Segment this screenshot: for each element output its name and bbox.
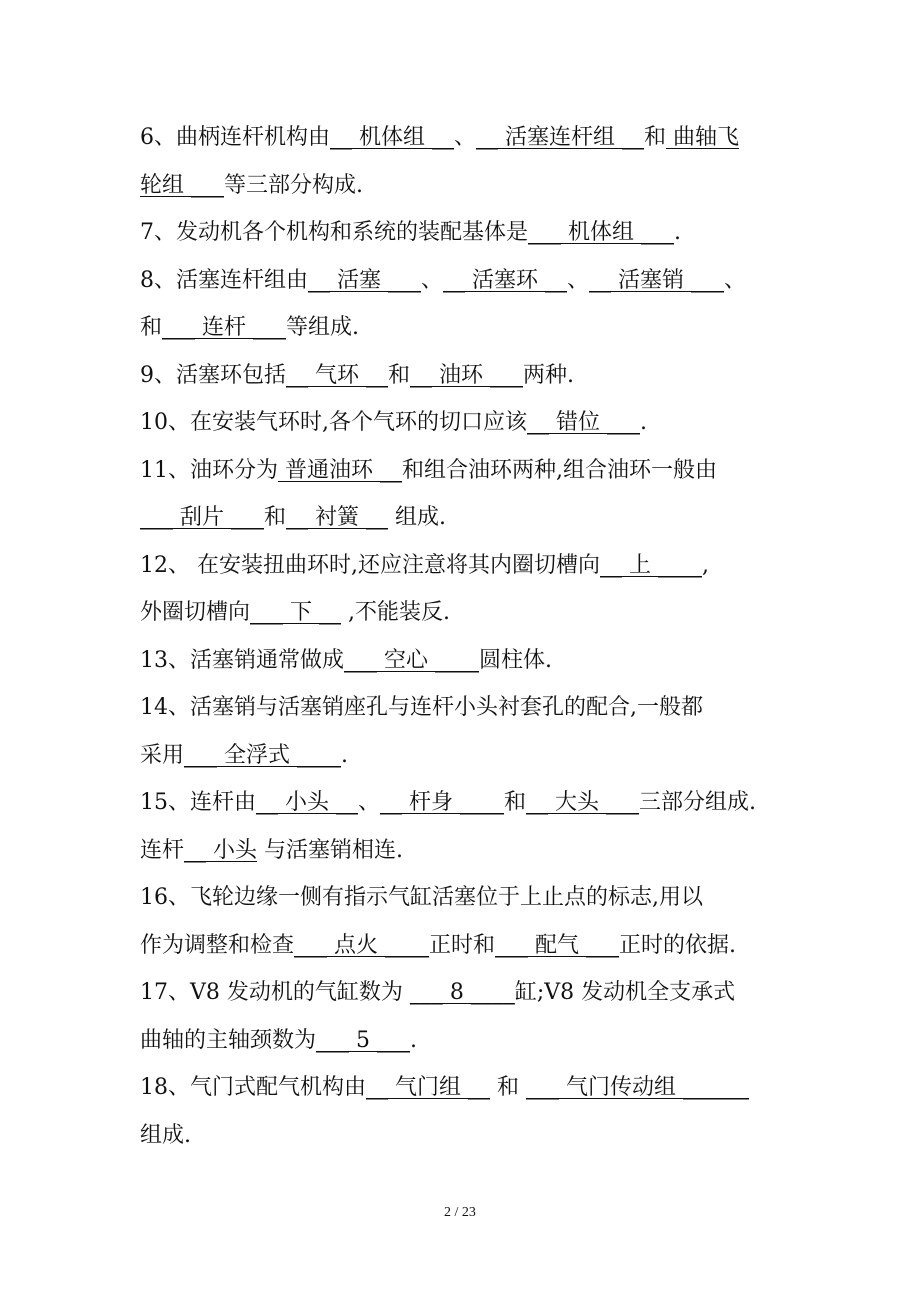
- answer-blank: ___ 8 ____: [409, 980, 515, 1005]
- question-text: 15、连杆由: [140, 790, 256, 815]
- question-text: ,不能装反.: [341, 600, 450, 625]
- text-line: [140, 213, 790, 261]
- text-line: [140, 641, 790, 689]
- text-line: [140, 403, 790, 451]
- question-text: 、: [421, 267, 444, 293]
- answer-blank: __ 小头: [184, 837, 258, 863]
- question-list: [140, 118, 790, 1163]
- answer-blank: __ 活塞环 __: [443, 267, 568, 293]
- answer-blank: __ 错位 ___: [527, 410, 640, 435]
- question-text: 和: [140, 315, 163, 340]
- text-line: [140, 1116, 790, 1164]
- answer-blank: __ 气环 __: [286, 362, 388, 388]
- answer-blank: __ 大头 ___: [526, 790, 640, 815]
- answer-blank: __ 油环 ___: [410, 362, 524, 388]
- text-line: [140, 973, 790, 1021]
- question-text: 正时的依据.: [619, 932, 737, 958]
- question-text: 13、活塞销通常做成: [140, 647, 344, 673]
- question-text: ,: [701, 552, 709, 578]
- text-line: [140, 546, 790, 594]
- text-line: [140, 356, 790, 404]
- answer-blank: __ 机体组 __: [330, 125, 454, 150]
- text-line: [140, 831, 790, 879]
- question-text: 14、活塞销与活塞销座孔与连杆小头衬套孔的配合,一般都: [140, 695, 703, 720]
- page-number: 2 / 23: [444, 1205, 476, 1220]
- question-text: 作为调整和检查: [140, 932, 295, 958]
- text-line: [140, 308, 790, 356]
- text-line: [140, 593, 790, 641]
- question-text: 两种.: [523, 362, 575, 388]
- text-line: [140, 736, 790, 784]
- question-text: 圆柱体.: [479, 647, 552, 673]
- text-line: [140, 166, 790, 214]
- text-line: [140, 926, 790, 974]
- answer-blank: ___ 气门传动组 ______: [526, 1075, 749, 1100]
- question-text: .: [341, 742, 349, 768]
- answer-blank: ___ 5 ___: [316, 1027, 410, 1053]
- question-text: .: [640, 410, 647, 435]
- answer-blank: ___ 机体组 ___: [528, 220, 674, 245]
- question-text: 正时和: [429, 932, 496, 958]
- question-text: 9、活塞环包括: [140, 362, 286, 388]
- text-line: [140, 451, 790, 499]
- text-line: [140, 118, 790, 166]
- question-text: 11、油环分为: [140, 457, 278, 483]
- question-text: 8、活塞连杆组由: [140, 267, 308, 293]
- answer-blank: ___ 刮片 ___: [140, 505, 264, 530]
- answer-blank: ___ 下 __: [250, 600, 342, 625]
- text-line: [140, 688, 790, 736]
- answer-blank: 轮组 ___: [140, 172, 224, 198]
- question-text: 等组成.: [286, 315, 360, 340]
- question-text: 组成.: [388, 505, 447, 530]
- question-text: 、: [358, 790, 381, 815]
- question-text: 6、曲柄连杆机构由: [140, 125, 330, 150]
- question-text: 和: [388, 362, 411, 388]
- question-text: 和: [504, 790, 527, 815]
- question-text: 10、在安装气环时,各个气环的切口应该: [140, 410, 527, 435]
- question-text: 、: [454, 125, 477, 150]
- answer-blank: __ 活塞连杆组 __: [476, 125, 645, 150]
- question-text: 组成.: [140, 1122, 191, 1148]
- answer-blank: __ 气门组 __: [366, 1075, 490, 1100]
- answer-blank: ___ 点火 ____: [294, 932, 430, 958]
- question-text: .: [674, 220, 681, 245]
- text-line: [140, 261, 790, 309]
- answer-blank: ___ 全浮式 ____: [184, 742, 342, 768]
- question-text: 和: [264, 505, 287, 530]
- text-line: [140, 1068, 790, 1116]
- text-line: [140, 1021, 790, 1069]
- text-line: [140, 783, 790, 831]
- text-line: [140, 878, 790, 926]
- answer-blank: __ 衬簧 __: [286, 505, 389, 530]
- question-text: 连杆: [140, 837, 185, 863]
- question-text: 18、气门式配气机构由: [140, 1075, 366, 1100]
- question-text: 和: [644, 125, 667, 150]
- question-text: 12、 在安装扭曲环时,还应注意将其内圈切槽向: [140, 552, 600, 578]
- answer-blank: __ 活塞 ___: [308, 267, 421, 293]
- answer-blank: ___ 配气 ___: [495, 932, 620, 958]
- answer-blank: __ 活塞销 ___: [589, 267, 725, 293]
- question-text: 与活塞销相连.: [257, 837, 404, 863]
- question-text: 三部分组成.: [639, 790, 757, 815]
- text-line: [140, 498, 790, 546]
- question-text: 和: [490, 1075, 526, 1100]
- question-text: 7、发动机各个机构和系统的装配基体是: [140, 220, 528, 245]
- question-text: 等三部分构成.: [224, 172, 363, 198]
- question-text: .: [410, 1027, 417, 1053]
- answer-blank: __ 杆身 ____: [380, 790, 505, 815]
- question-text: 曲轴的主轴颈数为: [140, 1027, 317, 1053]
- answer-blank: __ 小头 __: [256, 790, 358, 815]
- question-text: 、: [567, 267, 590, 293]
- question-text: 、: [724, 267, 747, 293]
- answer-blank: 曲轴飞: [666, 125, 740, 150]
- question-text: 缸;V8 发动机全支承式: [514, 980, 736, 1005]
- question-text: 采用: [140, 742, 185, 768]
- answer-blank: 普通油环 __: [278, 457, 402, 483]
- answer-blank: ___ 连杆 ___: [162, 315, 287, 340]
- answer-blank: __ 上 ____: [599, 552, 702, 578]
- question-text: 16、飞轮边缘一侧有指示气缸活塞位于上止点的标志,用以: [140, 885, 703, 910]
- answer-blank: ___ 空心 ____: [344, 647, 479, 673]
- question-text: 外圈切槽向: [140, 600, 251, 625]
- question-text: 17、V8 发动机的气缸数为: [140, 980, 410, 1005]
- question-text: 和组合油环两种,组合油环一般由: [402, 457, 717, 483]
